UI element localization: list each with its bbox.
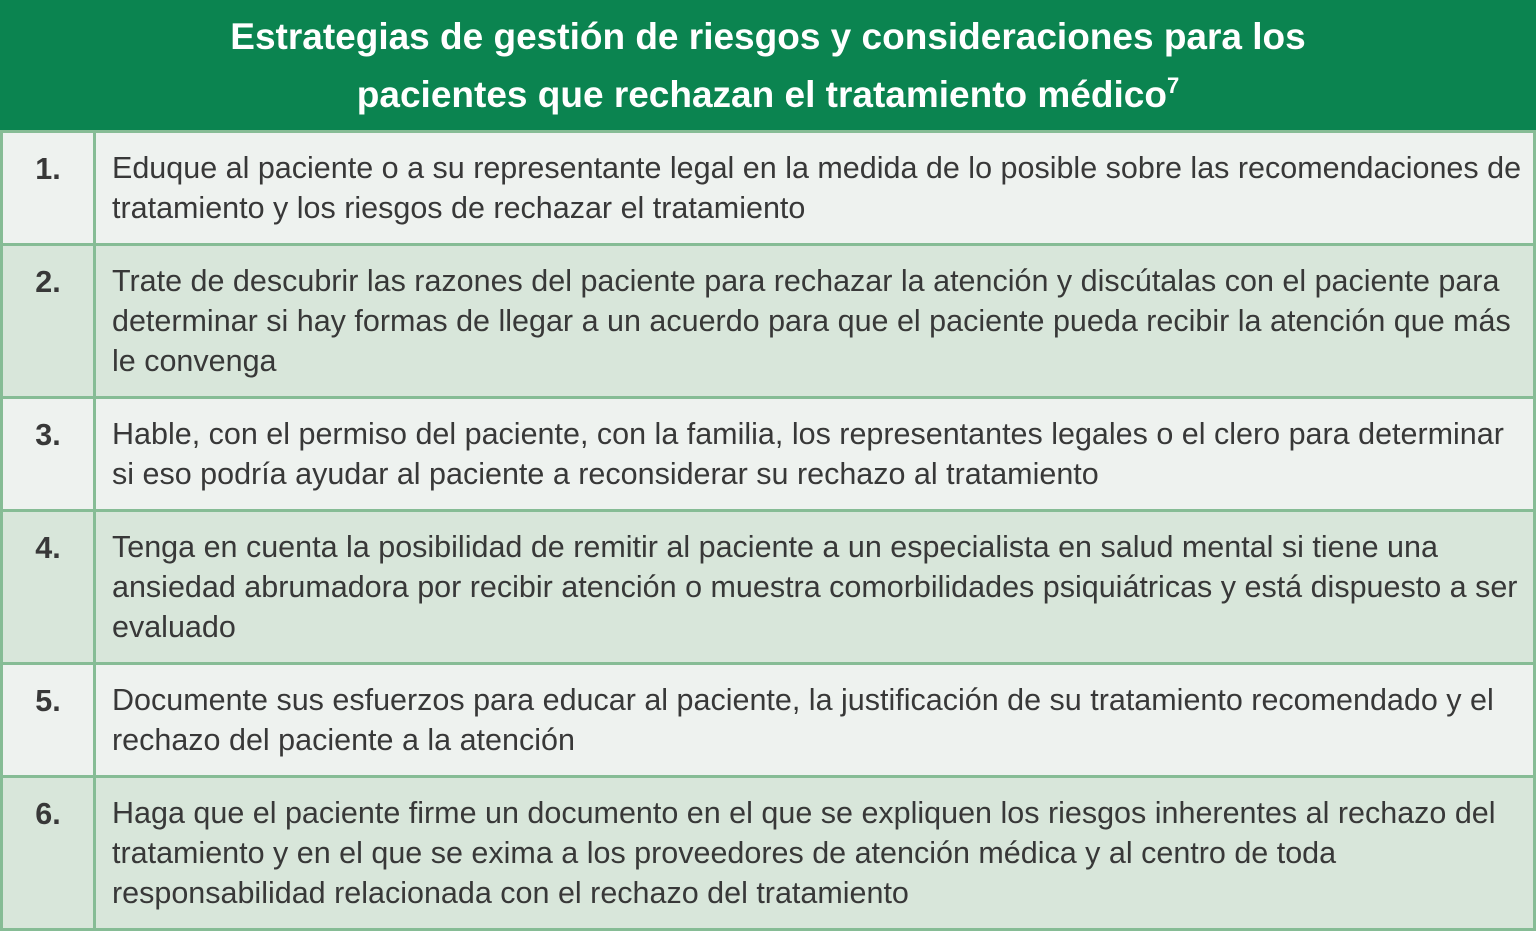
title-line-2: pacientes que rechazan el tratamiento médico$^7$ xyxy=(356,73,1180,115)
table-row xyxy=(2,398,1535,511)
footnote-reference: 7 xyxy=(1166,73,1180,98)
row-text: Tenga en cuenta la posibilidad de remitir al paciente a un especialista en salud mental si tiene una ansiedad abrumadora por recibir atención o muestra comorbilidades psiquiátricas y está dispuesto a ser evaluado xyxy=(95,511,1535,664)
row-number: 5. xyxy=(2,664,95,777)
table-row xyxy=(2,777,1535,930)
row-text: Trate de descubrir las razones del paciente para rechazar la atención y discútalas con el paciente para determinar si hay formas de llegar a un acuerdo para que el paciente pueda recibir la atención que más le convenga xyxy=(95,245,1535,398)
table-row xyxy=(2,511,1535,664)
row-text: Hable, con el permiso del paciente, con la familia, los representantes legales o el clero para determinar si eso podría ayudar al paciente a reconsiderar su rechazo al tratamiento xyxy=(95,398,1535,511)
row-number: 3. xyxy=(2,398,95,511)
row-text: Eduque al paciente o a su representante legal en la medida de lo posible sobre las recomendaciones de tratamiento y los riesgos de rechazar el tratamiento xyxy=(95,132,1535,245)
row-number: 6. xyxy=(2,777,95,930)
row-number: 1. xyxy=(2,132,95,245)
table-row xyxy=(2,132,1535,245)
row-text: Documente sus esfuerzos para educar al paciente, la justificación de su tratamiento recomendado y el rechazo del paciente a la atención xyxy=(95,664,1535,777)
row-number: 4. xyxy=(2,511,95,664)
strategies-table xyxy=(0,130,1536,931)
row-text: Haga que el paciente firme un documento en el que se expliquen los riesgos inherentes al rechazo del tratamiento y en el que se exima a los proveedores de atención médica y al centro de toda responsabilidad relacionada con el rechazo del tratamiento xyxy=(95,777,1535,930)
row-number: 2. xyxy=(2,245,95,398)
table-row xyxy=(2,664,1535,777)
table-title xyxy=(0,0,1536,130)
table-row xyxy=(2,245,1535,398)
title-line-1: Estrategias de gestión de riesgos y consideraciones para los xyxy=(230,16,1306,57)
